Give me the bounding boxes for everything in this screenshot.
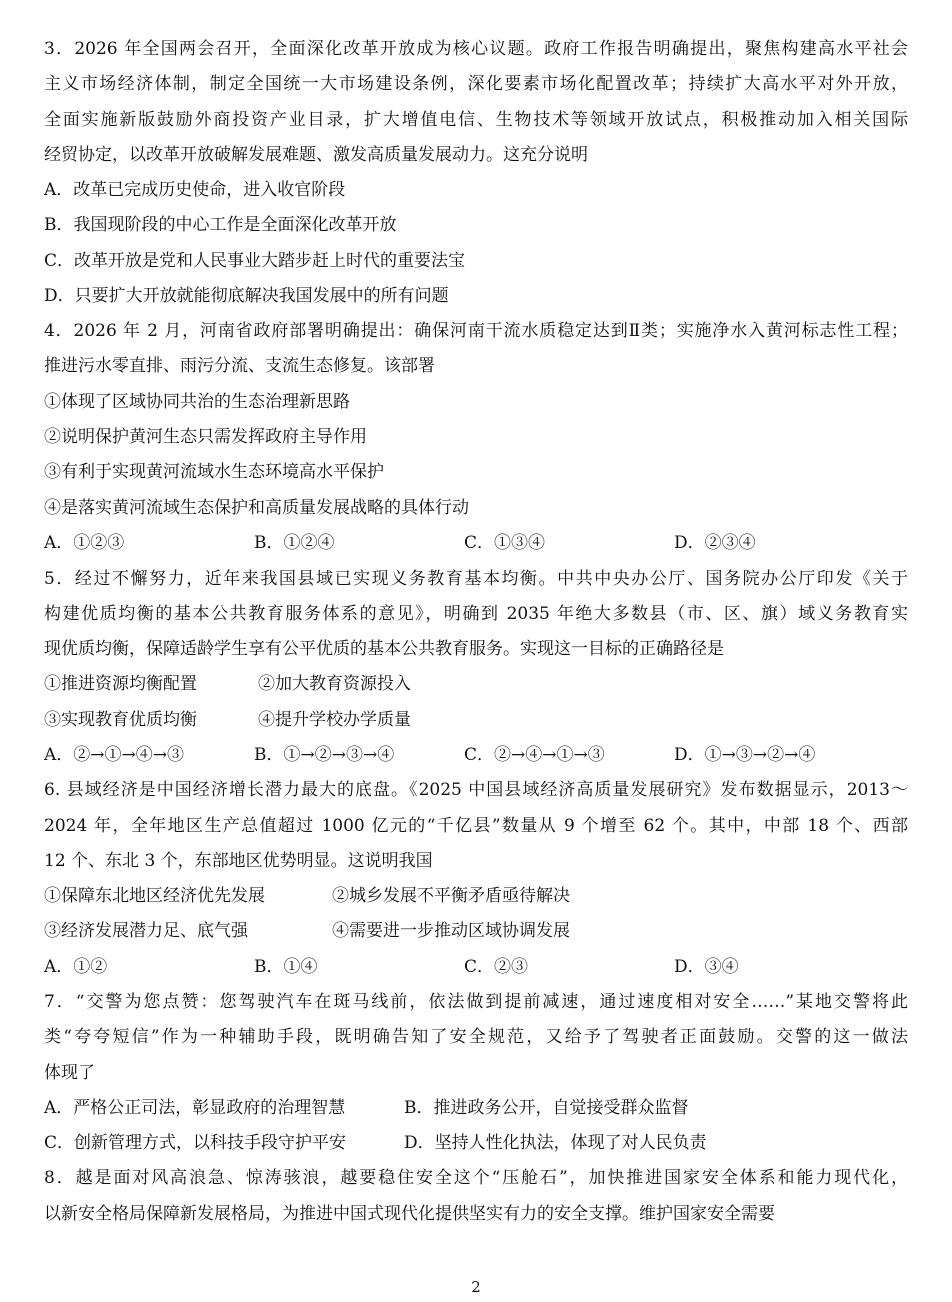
q3-stem-line-4: 经贸协定，以改革开放破解发展难题、激发高质量发展动力。这充分说明 <box>44 145 588 165</box>
page-number: 2 <box>471 1278 481 1296</box>
q5-stem-line-3: 现优质均衡，保障适龄学生享有公平优质的基本公共教育服务。实现这一目标的正确路径是 <box>44 639 724 659</box>
q5-stem-line-2: 构建优质均衡的基本公共教育服务体系的意见》，明确到 2035 年绝大多数县（市、区、旗）域义务教育实 <box>44 604 908 624</box>
q6-option-b: B．①④ <box>254 957 318 977</box>
q4-statement-1: ①体现了区域协同共治的生态治理新思路 <box>44 392 350 412</box>
q7-option-b: B．推进政务公开，自觉接受群众监督 <box>404 1098 689 1118</box>
q3-option-a: A．改革已完成历史使命，进入收官阶段 <box>44 180 346 200</box>
q3-option-d: D．只要扩大开放就能彻底解决我国发展中的所有问题 <box>44 286 449 306</box>
q4-option-b: B．①②④ <box>254 533 335 553</box>
q3-stem-line-1: 3．2026 年全国两会召开，全面深化改革开放成为核心议题。政府工作报告明确提出，聚焦构建高水平社会 <box>44 39 908 59</box>
q4-stem-line-2: 推进污水零直排、雨污分流、支流生态修复。该部署 <box>44 356 435 376</box>
q3-option-b: B．我国现阶段的中心工作是全面深化改革开放 <box>44 215 397 235</box>
q6-statement-2: ②城乡发展不平衡矛盾亟待解决 <box>332 886 570 906</box>
q3-stem-line-2: 主义市场经济体制，制定全国统一大市场建设条例，深化要素市场化配置改革；持续扩大高水平对外开放， <box>44 74 908 94</box>
q5-statement-2: ②加大教育资源投入 <box>258 674 411 694</box>
q8-stem-line-1: 8．越是面对风高浪急、惊涛骇浪，越要稳住安全这个“压舱石”，加快推进国家安全体系和能力现代化， <box>44 1168 908 1188</box>
q6-stem-line-1: 6. 县域经济是中国经济增长潜力最大的底盘。《2025 中国县域经济高质量发展研究》发布数据显示，2013～ <box>44 780 908 800</box>
q6-option-c: C．②③ <box>464 957 529 977</box>
q3-stem-line-3: 全面实施新版鼓励外商投资产业目录，扩大增值电信、生物技术等领域开放试点，积极推动加入相关国际 <box>44 110 908 130</box>
q7-stem-line-1: 7．“交警为您点赞：您驾驶汽车在斑马线前，依法做到提前减速，通过速度相对安全……”某地交警将此 <box>44 992 908 1012</box>
q4-statement-4: ④是落实黄河流域生态保护和高质量发展战略的具体行动 <box>44 498 469 518</box>
q5-option-a: A．②→①→④→③ <box>44 745 185 765</box>
q6-option-a: A．①② <box>44 957 108 977</box>
q7-option-d: D．坚持人性化执法，体现了对人民负责 <box>404 1133 707 1153</box>
q4-stem-line-1: 4．2026 年 2 月，河南省政府部署明确提出：确保河南干流水质稳定达到Ⅱ类；实施净水入黄河标志性工程； <box>44 321 908 341</box>
q7-stem-line-3: 体现了 <box>44 1063 95 1083</box>
q6-statement-1: ①保障东北地区经济优先发展 <box>44 886 265 906</box>
q5-statement-4: ④提升学校办学质量 <box>258 710 411 730</box>
q6-statement-4: ④需要进一步推动区域协调发展 <box>332 921 570 941</box>
q3-option-c: C．改革开放是党和人民事业大踏步赶上时代的重要法宝 <box>44 251 466 271</box>
q8-stem-line-2: 以新安全格局保障新发展格局，为推进中国式现代化提供坚实有力的安全支撑。维护国家安全需要 <box>44 1204 775 1224</box>
q7-stem-line-2: 类“夸夸短信”作为一种辅助手段，既明确告知了安全规范，又给予了驾驶者正面鼓励。交警的这一做法 <box>44 1027 908 1047</box>
q4-option-a: A．①②③ <box>44 533 125 553</box>
q5-option-d: D．①→③→②→④ <box>674 745 816 765</box>
q5-option-b: B．①→②→③→④ <box>254 745 395 765</box>
q5-stem-line-1: 5．经过不懈努力，近年来我国县域已实现义务教育基本均衡。中共中央办公厅、国务院办公厅印发《关于 <box>44 569 908 589</box>
q5-option-c: C．②→④→①→③ <box>464 745 605 765</box>
q5-statement-3: ③实现教育优质均衡 <box>44 710 197 730</box>
q4-option-c: C．①③④ <box>464 533 546 553</box>
q6-stem-line-3: 12 个、东北 3 个，东部地区优势明显。这说明我国 <box>44 851 433 871</box>
q7-option-a: A．严格公正司法，彰显政府的治理智慧 <box>44 1098 346 1118</box>
q6-stem-line-2: 2024 年，全年地区生产总值超过 1000 亿元的“千亿县”数量从 9 个增至 62 个。其中，中部 18 个、西部 <box>44 816 908 836</box>
q7-option-c: C．创新管理方式，以科技手段守护平安 <box>44 1133 347 1153</box>
q6-statement-3: ③经济发展潜力足、底气强 <box>44 921 248 941</box>
q4-statement-2: ②说明保护黄河生态只需发挥政府主导作用 <box>44 427 367 447</box>
q6-option-d: D．③④ <box>674 957 739 977</box>
q4-statement-3: ③有利于实现黄河流域水生态环境高水平保护 <box>44 462 384 482</box>
q5-statement-1: ①推进资源均衡配置 <box>44 674 197 694</box>
q4-option-d: D．②③④ <box>674 533 756 553</box>
